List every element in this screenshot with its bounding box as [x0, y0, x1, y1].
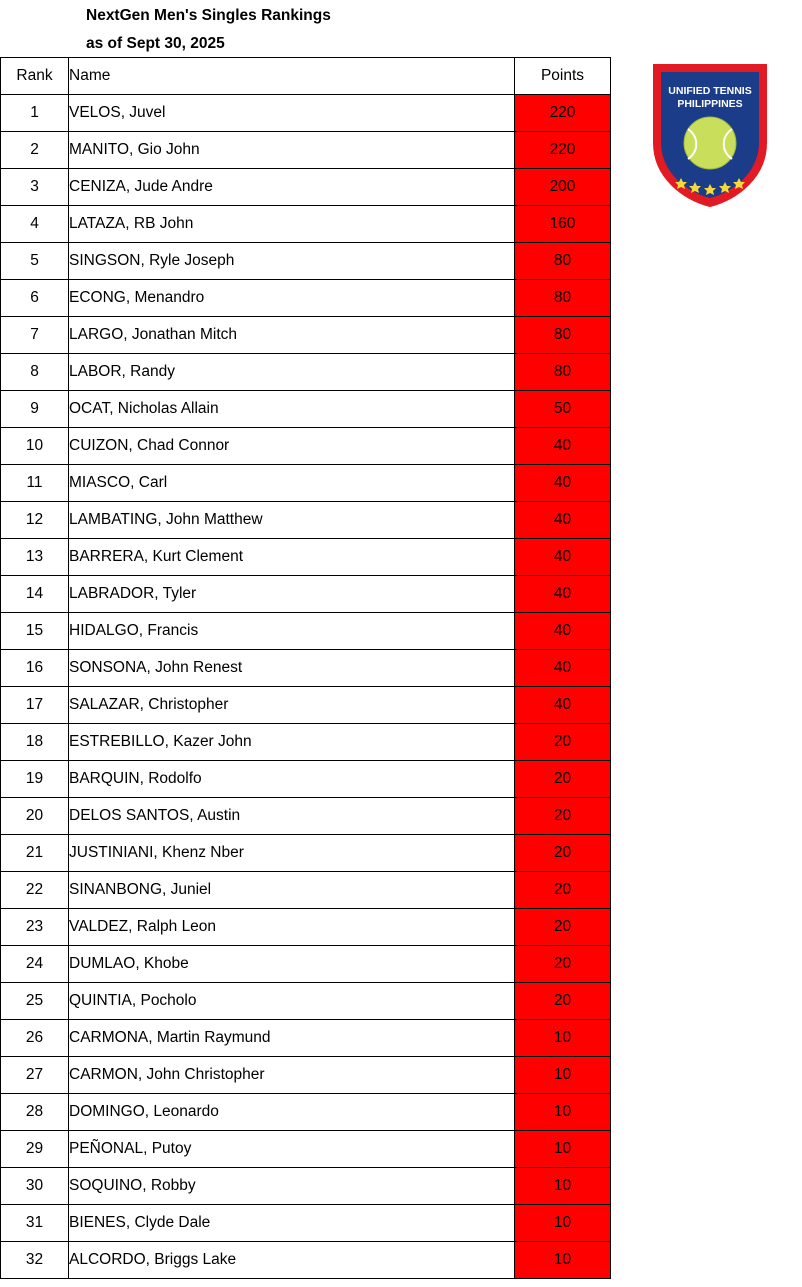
table-row: [1, 502, 611, 539]
cell-name: ECONG, Menandro: [69, 280, 515, 317]
title-line-1: NextGen Men's Singles Rankings: [86, 7, 331, 24]
table-row: [1, 576, 611, 613]
cell-rank: 4: [1, 206, 69, 243]
cell-points: 160: [515, 206, 611, 243]
cell-name: VALDEZ, Ralph Leon: [69, 909, 515, 946]
table-row: [1, 1094, 611, 1131]
table-row: [1, 391, 611, 428]
table-row: [1, 687, 611, 724]
cell-rank: 5: [1, 243, 69, 280]
cell-points: 10: [515, 1057, 611, 1094]
cell-name: CARMONA, Martin Raymund: [69, 1020, 515, 1057]
cell-rank: 8: [1, 354, 69, 391]
cell-name: MANITO, Gio John: [69, 132, 515, 169]
cell-points: 20: [515, 983, 611, 1020]
cell-points: 20: [515, 872, 611, 909]
cell-points: 40: [515, 465, 611, 502]
cell-name: SINANBONG, Juniel: [69, 872, 515, 909]
cell-name: SINGSON, Ryle Joseph: [69, 243, 515, 280]
cell-points: 40: [515, 650, 611, 687]
table-row: [1, 465, 611, 502]
cell-name: SALAZAR, Christopher: [69, 687, 515, 724]
cell-rank: 30: [1, 1168, 69, 1205]
cell-name: LARGO, Jonathan Mitch: [69, 317, 515, 354]
table-row: [1, 1205, 611, 1242]
cell-name: HIDALGO, Francis: [69, 613, 515, 650]
cell-points: 10: [515, 1205, 611, 1242]
cell-points: 40: [515, 576, 611, 613]
cell-rank: 7: [1, 317, 69, 354]
table-row: [1, 1057, 611, 1094]
table-row: [1, 1168, 611, 1205]
cell-points: 20: [515, 761, 611, 798]
cell-points: 40: [515, 613, 611, 650]
cell-points: 80: [515, 280, 611, 317]
cell-name: BIENES, Clyde Dale: [69, 1205, 515, 1242]
table-row: [1, 280, 611, 317]
table-row: [1, 243, 611, 280]
cell-points: 80: [515, 243, 611, 280]
cell-rank: 27: [1, 1057, 69, 1094]
cell-name: LAMBATING, John Matthew: [69, 502, 515, 539]
table-header-row: [1, 58, 611, 95]
table-row: [1, 428, 611, 465]
cell-name: DELOS SANTOS, Austin: [69, 798, 515, 835]
rankings-table: [0, 57, 611, 1279]
cell-name: JUSTINIANI, Khenz Nber: [69, 835, 515, 872]
cell-rank: 32: [1, 1242, 69, 1279]
cell-points: 20: [515, 798, 611, 835]
cell-name: QUINTIA, Pocholo: [69, 983, 515, 1020]
cell-points: 40: [515, 502, 611, 539]
cell-rank: 6: [1, 280, 69, 317]
cell-points: 10: [515, 1094, 611, 1131]
cell-points: 20: [515, 946, 611, 983]
cell-rank: 20: [1, 798, 69, 835]
table-row: [1, 169, 611, 206]
cell-rank: 9: [1, 391, 69, 428]
table-row: [1, 1131, 611, 1168]
cell-rank: 2: [1, 132, 69, 169]
cell-rank: 17: [1, 687, 69, 724]
table-row: [1, 983, 611, 1020]
cell-points: 10: [515, 1131, 611, 1168]
table-row: [1, 1020, 611, 1057]
cell-points: 10: [515, 1242, 611, 1279]
cell-name: ALCORDO, Briggs Lake: [69, 1242, 515, 1279]
cell-rank: 16: [1, 650, 69, 687]
cell-points: 10: [515, 1168, 611, 1205]
cell-points: 40: [515, 428, 611, 465]
svg-text:UNIFIED TENNIS: UNIFIED TENNIS: [668, 85, 752, 97]
cell-name: CARMON, John Christopher: [69, 1057, 515, 1094]
column-header-name: Name: [69, 58, 515, 95]
svg-text:PHILIPPINES: PHILIPPINES: [677, 98, 743, 110]
table-row: [1, 650, 611, 687]
title-line-2: as of Sept 30, 2025: [86, 35, 225, 52]
cell-points: 50: [515, 391, 611, 428]
cell-name: VELOS, Juvel: [69, 95, 515, 132]
table-row: [1, 613, 611, 650]
table-row: [1, 761, 611, 798]
cell-rank: 26: [1, 1020, 69, 1057]
table-row: [1, 909, 611, 946]
cell-rank: 29: [1, 1131, 69, 1168]
cell-name: DOMINGO, Leonardo: [69, 1094, 515, 1131]
cell-rank: 22: [1, 872, 69, 909]
table-row: [1, 724, 611, 761]
cell-points: 20: [515, 835, 611, 872]
cell-rank: 23: [1, 909, 69, 946]
unified-tennis-philippines-logo: [651, 61, 769, 209]
cell-name: DUMLAO, Khobe: [69, 946, 515, 983]
page-title: [86, 2, 516, 58]
table-header: [1, 58, 611, 95]
cell-rank: 21: [1, 835, 69, 872]
cell-points: 20: [515, 909, 611, 946]
table-row: [1, 132, 611, 169]
cell-points: 220: [515, 132, 611, 169]
cell-name: LABRADOR, Tyler: [69, 576, 515, 613]
cell-rank: 25: [1, 983, 69, 1020]
column-header-rank: Rank: [1, 58, 69, 95]
cell-rank: 14: [1, 576, 69, 613]
cell-name: SONSONA, John Renest: [69, 650, 515, 687]
cell-points: 80: [515, 317, 611, 354]
cell-name: PEÑONAL, Putoy: [69, 1131, 515, 1168]
cell-rank: 19: [1, 761, 69, 798]
cell-name: OCAT, Nicholas Allain: [69, 391, 515, 428]
cell-rank: 18: [1, 724, 69, 761]
column-header-points: Points: [515, 58, 611, 95]
table-body: [1, 95, 611, 1279]
cell-name: BARQUIN, Rodolfo: [69, 761, 515, 798]
table-row: [1, 1242, 611, 1279]
cell-points: 200: [515, 169, 611, 206]
table-row: [1, 206, 611, 243]
cell-rank: 11: [1, 465, 69, 502]
cell-rank: 31: [1, 1205, 69, 1242]
table-row: [1, 317, 611, 354]
cell-name: CENIZA, Jude Andre: [69, 169, 515, 206]
cell-name: BARRERA, Kurt Clement: [69, 539, 515, 576]
cell-name: LATAZA, RB John: [69, 206, 515, 243]
cell-name: LABOR, Randy: [69, 354, 515, 391]
cell-points: 10: [515, 1020, 611, 1057]
cell-rank: 1: [1, 95, 69, 132]
cell-points: 40: [515, 539, 611, 576]
table-row: [1, 946, 611, 983]
table-row: [1, 95, 611, 132]
cell-rank: 28: [1, 1094, 69, 1131]
cell-name: MIASCO, Carl: [69, 465, 515, 502]
table-row: [1, 872, 611, 909]
cell-rank: 3: [1, 169, 69, 206]
cell-rank: 12: [1, 502, 69, 539]
table-row: [1, 835, 611, 872]
cell-rank: 24: [1, 946, 69, 983]
cell-name: SOQUINO, Robby: [69, 1168, 515, 1205]
table-row: [1, 354, 611, 391]
cell-rank: 13: [1, 539, 69, 576]
cell-points: 220: [515, 95, 611, 132]
cell-points: 20: [515, 724, 611, 761]
cell-name: ESTREBILLO, Kazer John: [69, 724, 515, 761]
table-row: [1, 798, 611, 835]
cell-rank: 15: [1, 613, 69, 650]
cell-points: 40: [515, 687, 611, 724]
cell-rank: 10: [1, 428, 69, 465]
cell-points: 80: [515, 354, 611, 391]
table-row: [1, 539, 611, 576]
cell-name: CUIZON, Chad Connor: [69, 428, 515, 465]
